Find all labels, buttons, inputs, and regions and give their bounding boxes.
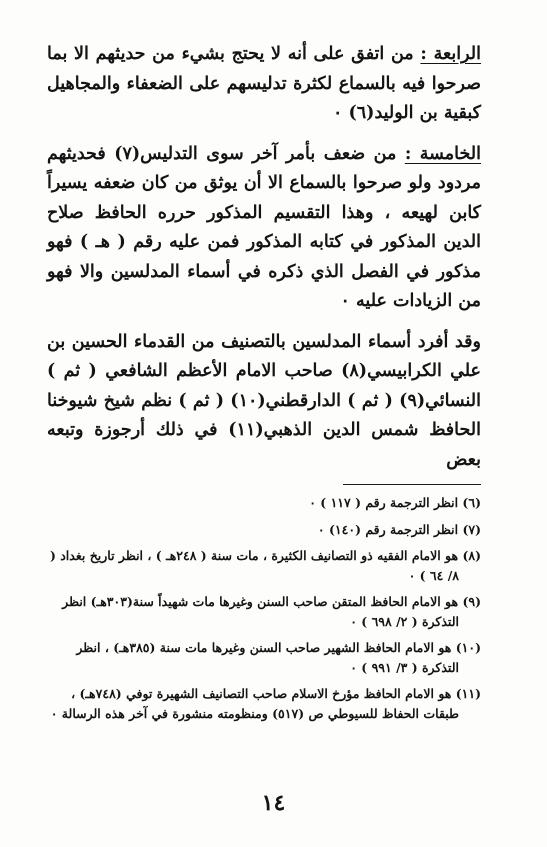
paragraph-authors [47,328,481,476]
footnote: (٧) انظر الترجمة رقم (١٤٠) ٠ [317,521,481,537]
main-text [47,40,481,475]
footnote-separator [343,484,481,485]
footnote: (٩) هو الامام الحافظ المتقن صاحب السنن وغيرها مات شهيداً سنة(٣٠٣هـ) انظر التذكرة ( ٢/ ٦٩٨ ) ٠ [62,594,481,629]
paragraph-text: وقد أفرد أسماء المدلسين بالتصنيف من القدماء الحسين بن علي الكرابيسي(٨) صاحب الامام الأعظم الشافعي ( ثم ) النسائي(٩) ( ثم ) الدارقطني(١٠) ( ثم ) نظم شيخ شيوخنا الحافظ شمس الدين الذهبي(١١) في ذلك أرجوزة وتبعه بعض [47,331,481,470]
paragraph-label: الخامسة : [404,143,481,164]
paragraph-text: من ضعف بأمر آخر سوى التدليس(٧) فحديثهم مردود ولو صرحوا بالسماع الا أن يوثق من كان ضعفه يسيراً كابن لهيعه ، وهذا التقسيم المذكور حرره الحافظ صلاح الدين المذكور في كتابه المذكور فمن عليه رقم ( هـ ) فهو مذكور في الفصل الذي ذكره في أسماء المدلسين والا فهو من الزيادات عليه ٠ [47,143,481,311]
paragraph-label: الرابعة : [420,44,481,64]
footnotes [47,493,481,730]
paragraph-text: من اتفق على أنه لا يحتج بشيء من حديثهم الا بما صرحوا فيه بالسماع لكثرة تدليسهم على الضعفاء والمجاهيل كبقية بن الوليد(٦) ٠ [47,44,481,123]
page-number: ١٤ [261,790,286,816]
paragraph-fifth [47,140,481,317]
footnote: (٨) هو الامام الفقيه ذو التصانيف الكثيرة ، مات سنة ( ٢٤٨هـ ) ، انظر تاريخ بغداد ( ٨/ ٦٤ ) ٠ [49,548,481,583]
footnote: (٦) انظر الترجمة رقم ( ١١٧ ) ٠ [309,495,481,510]
footnote: (١١) هو الامام الحافظ مؤرخ الاسلام صاحب التصانيف الشهيرة توفي (٧٤٨هـ) ، طبقات الحفاظ للسيوطي ص (٥١٧) ومنظومته منشورة في آخر هذه الرسالة ٠ [50,686,481,721]
footnote: (١٠) هو الامام الحافظ الشهير صاحب السنن وغيرها مات سنة (٣٨٥هـ) ، انظر التذكرة ( ٣/ ٩٩١ ) ٠ [76,640,481,675]
paragraph-fourth [47,40,481,129]
